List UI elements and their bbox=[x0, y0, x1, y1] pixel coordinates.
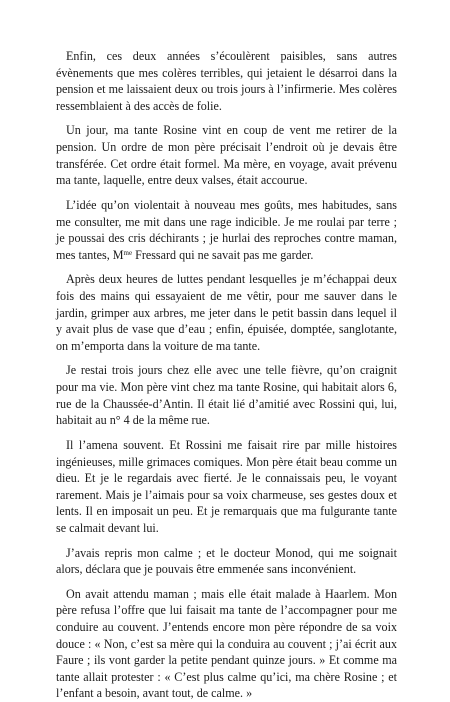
paragraph: Je restai trois jours chez elle avec une telle fièvre, qu’on craignit pour ma vie. Mon père vint chez ma tante Rosine, qui habitait alors 6, rue de la Chaussée-d’Antin. Il était lié d’amitié avec Rossini qui, lui, habitait au n° 4 de la même rue. bbox=[56, 363, 397, 428]
paragraph: On avait attendu maman ; mais elle était malade à Haarlem. Mon père refusa l’offre que lui faisait ma tante de l’accompagner pour me conduire au couvent. J’entends encore mon père répondre de sa voix douce : « Non, c’est sa mère qui la conduira au couvent ; j’ai écrit aux Faure ; ils vont garder la petite pendant quinze jours. » Et comme ma tante allait protester : « C’est plus calme qu’ici, ma chère Rosine ; et l’enfant a besoin, avant tout, de calme. » bbox=[56, 586, 397, 701]
paragraph: Enfin, ces deux années s’écoulèrent paisibles, sans autres évènements que mes colères terribles, qui jetaient le désarroi dans la pension et me laissaient deux ou trois jours à l’infirmerie. Mes colères ressemblaient à des accès de folie. bbox=[56, 49, 397, 113]
paragraph bbox=[56, 197, 397, 263]
paragraph-text: L’idée qu’on violentait à nouveau mes goûts, mes habitudes, sans me consulter, me mit dans une rage indicible. Je me roulai par terre ; je poussai des cris déchirants ; je hurlai des reproches contre maman, mes tantes, M bbox=[56, 197, 397, 262]
body-text bbox=[56, 48, 397, 702]
superscript-abbreviation: me bbox=[123, 248, 133, 257]
paragraph-text-tail: Fressard qui ne savait pas me garder. bbox=[132, 247, 314, 262]
paragraph: Après deux heures de luttes pendant lesquelles je m’échappai deux fois des mains qui essayaient de me vêtir, pour me sauver dans le jardin, grimper aux arbres, me jeter dans le petit bassin dans lequel il y avait plus de vase que d’eau ; enfin, épuisée, domptée, sanglotante, on m’emporta dans la voiture de ma tante. bbox=[56, 272, 397, 353]
paragraph: Il l’amena souvent. Et Rossini me faisait rire par mille histoires ingénieuses, mille grimaces comiques. Mon père était beau comme un dieu. Et je le regardais avec fierté. Je le connaissais peu, le voyant rarement. Mais je l’aimais pour sa voix charmeuse, ses gestes doux et lents. Il en imposait un peu. Et je remarquais que ma fulgurante tante se calmait devant lui. bbox=[56, 437, 397, 535]
paragraph: Un jour, ma tante Rosine vint en coup de vent me retirer de la pension. Un ordre de mon père précisait l’endroit où je devais être transférée. Cet ordre était formel. Ma mère, en voyage, avait prévenu ma tante, laquelle, entre deux valses, était accourue. bbox=[56, 123, 397, 188]
paragraph: J’avais repris mon calme ; et le docteur Monod, qui me soignait alors, déclara que je pouvais être emmenée sans inconvénient. bbox=[56, 545, 397, 577]
